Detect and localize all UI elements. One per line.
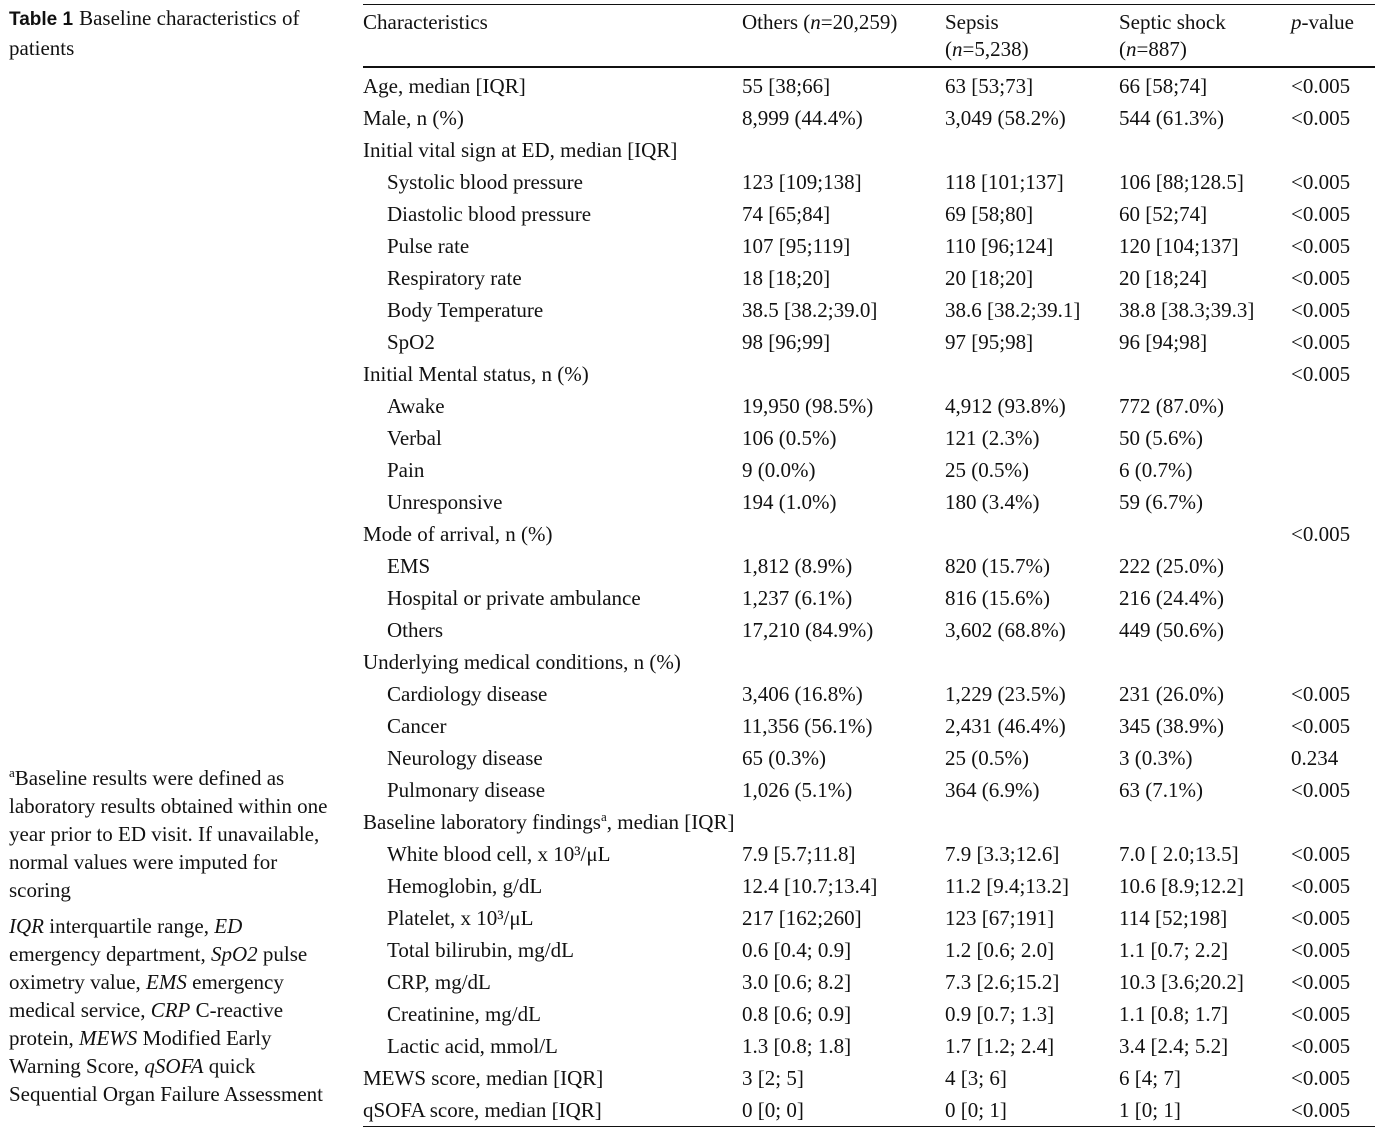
- cell-septic-shock: [1119, 134, 1291, 166]
- row-label: Hemoglobin, g/dL: [387, 874, 543, 898]
- cell-sepsis: 3,602 (68.8%): [945, 618, 1066, 642]
- header-others: Others (n=20,259): [742, 10, 898, 34]
- row-label: Mode of arrival, n (%): [363, 522, 553, 546]
- cell-others: 3.0 [0.6; 8.2]: [742, 970, 852, 994]
- cell-others: 11,356 (56.1%): [742, 714, 873, 738]
- table-row: [363, 454, 1375, 486]
- cell-p-value: <0.005: [1291, 906, 1351, 930]
- abbreviation-term: ED: [214, 914, 243, 938]
- header-septic-shock: Septic shock (n=887): [1119, 10, 1226, 61]
- cell-septic-shock: 449 (50.6%): [1119, 618, 1224, 642]
- abbreviation-definition: emergency department: [9, 942, 201, 966]
- table-body: [363, 67, 1375, 1127]
- cell-sepsis: 97 [95;98]: [945, 330, 1034, 354]
- cell-p-value: <0.005: [1291, 1002, 1351, 1026]
- cell-septic-shock: 544 (61.3%): [1119, 106, 1224, 130]
- cell-others: 0.8 [0.6; 0.9]: [742, 1002, 852, 1026]
- table-row: [363, 294, 1375, 326]
- cell-p-value: <0.005: [1291, 938, 1351, 962]
- cell-others: 9 (0.0%): [742, 458, 816, 482]
- cell-others: 65 (0.3%): [742, 746, 826, 770]
- cell-septic-shock: 10.6 [8.9;12.2]: [1119, 874, 1244, 898]
- table-row: [363, 198, 1375, 230]
- cell-sepsis: 4,912 (93.8%): [945, 394, 1066, 418]
- cell-sepsis: [945, 134, 1119, 166]
- cell-septic-shock: 1.1 [0.7; 2.2]: [1119, 938, 1229, 962]
- table-row: [363, 902, 1375, 934]
- cell-others: 19,950 (98.5%): [742, 394, 874, 418]
- baseline-characteristics-table: [363, 4, 1375, 1127]
- abbreviation-definition: emergency medical service: [9, 970, 284, 1022]
- cell-p-value: [1291, 646, 1375, 678]
- table-row: [363, 422, 1375, 454]
- cell-septic-shock: 10.3 [3.6;20.2]: [1119, 970, 1244, 994]
- cell-others: [742, 646, 945, 678]
- cell-septic-shock: 6 [4; 7]: [1119, 1066, 1181, 1090]
- table-row: [363, 518, 1375, 550]
- cell-sepsis: 110 [96;124]: [945, 234, 1054, 258]
- cell-p-value: [1291, 550, 1375, 582]
- table-row: [363, 390, 1375, 422]
- cell-p-value: <0.005: [1291, 874, 1351, 898]
- table-row: [363, 67, 1375, 102]
- cell-p-value: <0.005: [1291, 842, 1351, 866]
- cell-septic-shock: [1119, 518, 1291, 550]
- footnote-mark: a: [9, 765, 15, 780]
- header-p-value: p-value: [1291, 10, 1354, 34]
- table-row: [363, 742, 1375, 774]
- cell-others: 12.4 [10.7;13.4]: [742, 874, 878, 898]
- table-row: [363, 230, 1375, 262]
- cell-septic-shock: 231 (26.0%): [1119, 682, 1224, 706]
- table-row: [363, 1062, 1375, 1094]
- cell-others: 18 [18;20]: [742, 266, 831, 290]
- row-label: Verbal: [387, 426, 442, 450]
- cell-sepsis: 25 (0.5%): [945, 746, 1029, 770]
- table-label: Table 1: [9, 9, 74, 30]
- cell-septic-shock: 772 (87.0%): [1119, 394, 1224, 418]
- cell-others: [742, 806, 945, 838]
- cell-others: 0.6 [0.4; 0.9]: [742, 938, 852, 962]
- abbreviation-term: IQR: [9, 914, 44, 938]
- table-row: [363, 166, 1375, 198]
- cell-sepsis: 20 [18;20]: [945, 266, 1034, 290]
- table-title: Baseline characteristics of patients: [9, 6, 300, 60]
- row-label: Body Temperature: [387, 298, 544, 322]
- abbreviation-definition: pulse oximetry value: [9, 942, 308, 994]
- cell-sepsis: 4 [3; 6]: [945, 1066, 1007, 1090]
- cell-p-value: <0.005: [1291, 1098, 1351, 1122]
- abbreviation-definition: quick Sequential Organ Failure Assessment: [9, 1054, 323, 1106]
- cell-others: 38.5 [38.2;39.0]: [742, 298, 878, 322]
- cell-others: 106 (0.5%): [742, 426, 837, 450]
- cell-sepsis: 0 [0; 1]: [945, 1098, 1007, 1122]
- cell-others: 123 [109;138]: [742, 170, 862, 194]
- table-row: [363, 134, 1375, 166]
- table-row: [363, 262, 1375, 294]
- table-caption: [9, 4, 339, 62]
- cell-septic-shock: 1.1 [0.8; 1.7]: [1119, 1002, 1229, 1026]
- abbreviation-term: CRP: [150, 998, 191, 1022]
- cell-sepsis: 820 (15.7%): [945, 554, 1050, 578]
- cell-septic-shock: 63 (7.1%): [1119, 778, 1203, 802]
- cell-others: 107 [95;119]: [742, 234, 851, 258]
- row-label: Pulse rate: [387, 234, 470, 258]
- row-label: Lactic acid, mmol/L: [387, 1034, 558, 1058]
- header-row: [363, 5, 1375, 68]
- cell-p-value: [1291, 454, 1375, 486]
- baseline-table-container: [363, 4, 1375, 1127]
- cell-sepsis: [945, 518, 1119, 550]
- cell-p-value: [1291, 134, 1375, 166]
- cell-others: [742, 358, 945, 390]
- cell-sepsis: 11.2 [9.4;13.2]: [945, 874, 1070, 898]
- cell-septic-shock: 6 (0.7%): [1119, 458, 1193, 482]
- cell-p-value: <0.005: [1291, 682, 1351, 706]
- cell-others: 55 [38;66]: [742, 74, 831, 98]
- table-row: [363, 1030, 1375, 1062]
- row-label: Initial vital sign at ED, median [IQR]: [363, 138, 678, 162]
- cell-septic-shock: 345 (38.9%): [1119, 714, 1224, 738]
- row-label: White blood cell, x 10³/μL: [387, 842, 611, 866]
- table-header: [363, 5, 1375, 68]
- cell-sepsis: 1,229 (23.5%): [945, 682, 1066, 706]
- cell-sepsis: 1.7 [1.2; 2.4]: [945, 1034, 1055, 1058]
- cell-p-value: <0.005: [1291, 202, 1351, 226]
- cell-others: 7.9 [5.7;11.8]: [742, 842, 856, 866]
- cell-septic-shock: 66 [58;74]: [1119, 74, 1208, 98]
- cell-p-value: <0.005: [1291, 266, 1351, 290]
- cell-others: 8,999 (44.4%): [742, 106, 863, 130]
- table-row: [363, 646, 1375, 678]
- cell-sepsis: 1.2 [0.6; 2.0]: [945, 938, 1055, 962]
- cell-septic-shock: 7.0 [ 2.0;13.5]: [1119, 842, 1239, 866]
- cell-others: 0 [0; 0]: [742, 1098, 804, 1122]
- row-label: Others: [387, 618, 443, 642]
- cell-septic-shock: 60 [52;74]: [1119, 202, 1208, 226]
- cell-septic-shock: 3 (0.3%): [1119, 746, 1193, 770]
- cell-p-value: <0.005: [1291, 330, 1351, 354]
- cell-sepsis: 63 [53;73]: [945, 74, 1034, 98]
- row-label: Awake: [387, 394, 445, 418]
- cell-p-value: [1291, 806, 1375, 838]
- cell-others: 3,406 (16.8%): [742, 682, 863, 706]
- table-row: [363, 102, 1375, 134]
- cell-septic-shock: [1119, 646, 1291, 678]
- abbreviation-definition: C-reactive protein: [9, 998, 284, 1050]
- footnote-text: Baseline results were defined as laboratory results obtained within one year prior to ED visit. If unavailable, normal values were imputed for scoring: [9, 766, 328, 902]
- table-row: [363, 582, 1375, 614]
- table-row: [363, 966, 1375, 998]
- cell-p-value: <0.005: [1291, 778, 1351, 802]
- cell-septic-shock: 20 [18;24]: [1119, 266, 1208, 290]
- cell-sepsis: 38.6 [38.2;39.1]: [945, 298, 1081, 322]
- abbreviation-definition: interquartile range: [49, 914, 204, 938]
- row-label: Baseline laboratory findings$^a$, median [IQR]: [363, 809, 735, 834]
- cell-p-value: <0.005: [1291, 970, 1351, 994]
- cell-sepsis: 816 (15.6%): [945, 586, 1050, 610]
- cell-p-value: [1291, 582, 1375, 614]
- cell-p-value: <0.005: [1291, 1034, 1351, 1058]
- cell-p-value: <0.005: [1291, 234, 1351, 258]
- table-row: [363, 1094, 1375, 1127]
- table-row: [363, 838, 1375, 870]
- cell-septic-shock: 38.8 [38.3;39.3]: [1119, 298, 1255, 322]
- table-row: [363, 358, 1375, 390]
- header-characteristics: Characteristics: [363, 10, 488, 34]
- cell-others: 1.3 [0.8; 1.8]: [742, 1034, 852, 1058]
- table-row: [363, 710, 1375, 742]
- table-row: [363, 806, 1375, 838]
- cell-others: [742, 518, 945, 550]
- cell-others: 1,237 (6.1%): [742, 586, 853, 610]
- row-label: MEWS score, median [IQR]: [363, 1066, 604, 1090]
- row-label: Cardiology disease: [387, 682, 548, 706]
- cell-sepsis: 3,049 (58.2%): [945, 106, 1066, 130]
- abbreviation-term: qSOFA: [144, 1054, 204, 1078]
- cell-sepsis: 0.9 [0.7; 1.3]: [945, 1002, 1055, 1026]
- abbreviation-term: EMS: [146, 970, 187, 994]
- cell-p-value: [1291, 390, 1375, 422]
- cell-sepsis: 121 (2.3%): [945, 426, 1040, 450]
- cell-others: 17,210 (84.9%): [742, 618, 874, 642]
- row-label: Underlying medical conditions, n (%): [363, 650, 681, 674]
- cell-septic-shock: 3.4 [2.4; 5.2]: [1119, 1034, 1229, 1058]
- row-label: Platelet, x 10³/μL: [387, 906, 534, 930]
- table-notes: [9, 764, 339, 1108]
- cell-septic-shock: 114 [52;198]: [1119, 906, 1228, 930]
- cell-septic-shock: 106 [88;128.5]: [1119, 170, 1244, 194]
- table-row: [363, 486, 1375, 518]
- cell-p-value: [1291, 486, 1375, 518]
- row-label: CRP, mg/dL: [387, 970, 491, 994]
- row-label: Pulmonary disease: [387, 778, 546, 802]
- cell-septic-shock: [1119, 358, 1291, 390]
- cell-septic-shock: [1119, 806, 1291, 838]
- footnote: [9, 764, 339, 904]
- row-label: Neurology disease: [387, 746, 543, 770]
- row-label: qSOFA score, median [IQR]: [363, 1098, 602, 1122]
- table-row: [363, 326, 1375, 358]
- cell-sepsis: [945, 646, 1119, 678]
- cell-sepsis: 2,431 (46.4%): [945, 714, 1066, 738]
- row-label: SpO2: [387, 330, 435, 354]
- cell-septic-shock: 216 (24.4%): [1119, 586, 1224, 610]
- table-row: [363, 678, 1375, 710]
- row-label: Pain: [387, 458, 425, 482]
- cell-sepsis: 69 [58;80]: [945, 202, 1034, 226]
- cell-p-value: <0.005: [1291, 298, 1351, 322]
- cell-p-value: <0.005: [1291, 522, 1351, 546]
- cell-p-value: [1291, 422, 1375, 454]
- table-row: [363, 934, 1375, 966]
- cell-p-value: <0.005: [1291, 362, 1351, 386]
- row-label: Diastolic blood pressure: [387, 202, 592, 226]
- row-label: Cancer: [387, 714, 447, 738]
- cell-p-value: <0.005: [1291, 74, 1351, 98]
- row-label: Total bilirubin, mg/dL: [387, 938, 574, 962]
- row-label: Hospital or private ambulance: [387, 586, 641, 610]
- cell-septic-shock: 120 [104;137]: [1119, 234, 1239, 258]
- table-row: [363, 550, 1375, 582]
- cell-p-value: <0.005: [1291, 170, 1351, 194]
- cell-sepsis: 364 (6.9%): [945, 778, 1040, 802]
- cell-others: 1,026 (5.1%): [742, 778, 853, 802]
- table-row: [363, 614, 1375, 646]
- row-label: Unresponsive: [387, 490, 503, 514]
- header-sepsis: Sepsis (n=5,238): [945, 10, 1029, 61]
- cell-p-value: 0.234: [1291, 746, 1339, 770]
- cell-septic-shock: 96 [94;98]: [1119, 330, 1208, 354]
- abbreviations: IQR interquartile range, ED emergency department, SpO2 pulse oximetry value, EMS emergency medical service, CRP C-reactive protein, MEWS Modified Early Warning Score, qSOFA quick Sequential Organ Failure Assessment: [9, 914, 323, 1106]
- cell-others: 1,812 (8.9%): [742, 554, 853, 578]
- cell-others: 98 [96;99]: [742, 330, 831, 354]
- row-label: Male, n (%): [363, 106, 464, 130]
- cell-others: 3 [2; 5]: [742, 1066, 804, 1090]
- abbreviation-term: SpO2: [210, 942, 258, 966]
- cell-sepsis: 123 [67;191]: [945, 906, 1055, 930]
- cell-others: [742, 134, 945, 166]
- footnote-mark: a: [600, 809, 607, 824]
- cell-septic-shock: 1 [0; 1]: [1119, 1098, 1181, 1122]
- row-label: Age, median [IQR]: [363, 74, 526, 98]
- row-label: Initial Mental status, n (%): [363, 362, 589, 386]
- cell-p-value: <0.005: [1291, 1066, 1351, 1090]
- row-label: Respiratory rate: [387, 266, 522, 290]
- row-label: Creatinine, mg/dL: [387, 1002, 541, 1026]
- cell-sepsis: 7.9 [3.3;12.6]: [945, 842, 1060, 866]
- cell-sepsis: 180 (3.4%): [945, 490, 1040, 514]
- abbreviation-definition: Modified Early Warning Score: [9, 1026, 272, 1078]
- table-row: [363, 774, 1375, 806]
- row-label: EMS: [387, 554, 431, 578]
- cell-sepsis: 25 (0.5%): [945, 458, 1029, 482]
- cell-sepsis: [945, 358, 1119, 390]
- table-row: [363, 870, 1375, 902]
- cell-p-value: <0.005: [1291, 106, 1351, 130]
- cell-p-value: <0.005: [1291, 714, 1351, 738]
- cell-others: 217 [162;260]: [742, 906, 862, 930]
- cell-others: 74 [65;84]: [742, 202, 831, 226]
- cell-others: 194 (1.0%): [742, 490, 837, 514]
- cell-p-value: [1291, 614, 1375, 646]
- cell-septic-shock: 50 (5.6%): [1119, 426, 1203, 450]
- cell-sepsis: [945, 806, 1119, 838]
- cell-sepsis: 7.3 [2.6;15.2]: [945, 970, 1060, 994]
- cell-septic-shock: 59 (6.7%): [1119, 490, 1203, 514]
- cell-septic-shock: 222 (25.0%): [1119, 554, 1224, 578]
- row-label: Systolic blood pressure: [387, 170, 583, 194]
- cell-sepsis: 118 [101;137]: [945, 170, 1064, 194]
- table-row: [363, 998, 1375, 1030]
- abbreviation-term: MEWS: [78, 1026, 138, 1050]
